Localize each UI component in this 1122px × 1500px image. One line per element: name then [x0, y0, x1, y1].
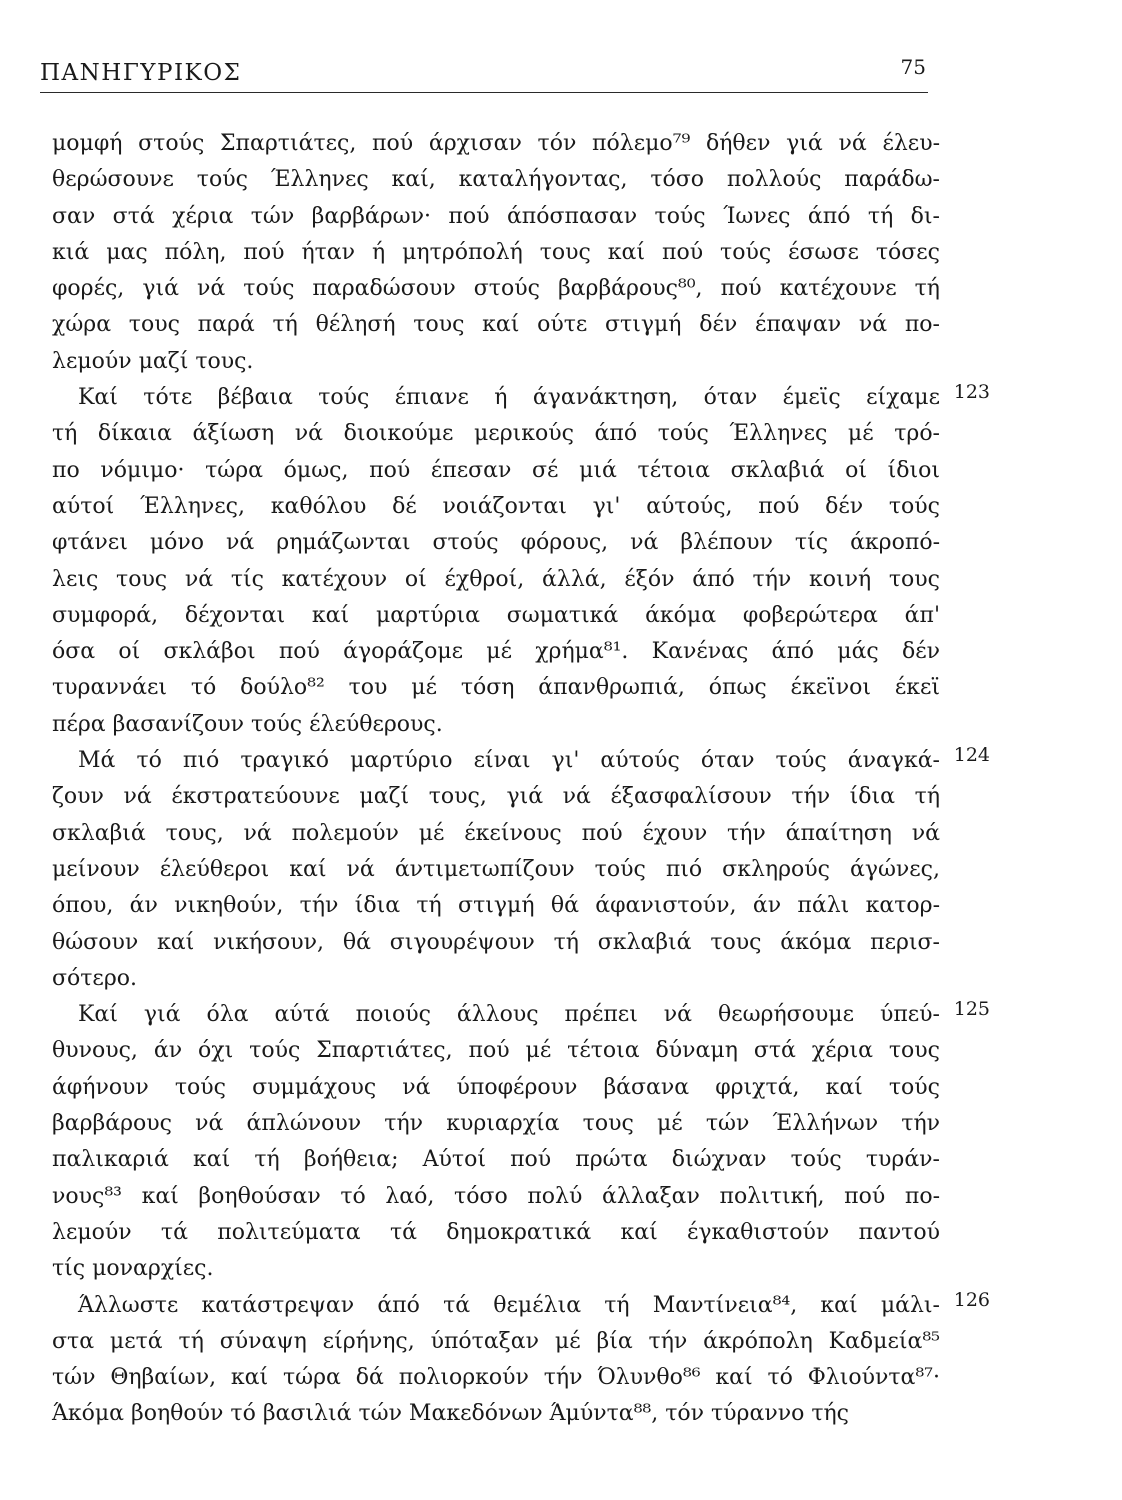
line-text: μείνουν έλεύθεροι καί νά άντιμετωπίζουν τούς πιό σκληρούς άγώνες, — [52, 856, 940, 882]
text-line — [52, 925, 940, 961]
section-number: 126 — [953, 1288, 990, 1311]
line-text: σότερο. — [52, 965, 138, 991]
text-line — [52, 271, 940, 307]
text-line — [52, 598, 940, 634]
line-text: θώσουν καί νικήσουν, θά σιγουρέψουν τή σκλαβιά τους άκόμα περισ- — [52, 929, 940, 955]
line-text: τίς μοναρχίες. — [52, 1256, 214, 1282]
line-text: πο νόμιμο· τώρα όμως, πού έπεσαν σέ μιά τέτοια σκλαβιά οί ίδιοι — [52, 457, 940, 483]
section-number: 125 — [953, 998, 990, 1021]
line-text: τή δίκαια άξίωση νά διοικούμε μερικούς άπό τούς Έλληνες μέ τρό- — [52, 421, 940, 447]
line-text: χώρα τους παρά τή θέλησή τους καί ούτε στιγμή δέν έπαψαν νά πο- — [52, 312, 940, 338]
line-text: Καί τότε βέβαια τούς έπιανε ή άγανάκτηση, όταν έμεϊς είχαμε — [78, 385, 940, 411]
line-text: στα μετά τή σύναψη είρήνης, ύπόταξαν μέ βία τήν άκρόπολη Καδμεία⁸⁵ — [52, 1328, 940, 1354]
body-text — [52, 126, 990, 1433]
text-line — [52, 525, 940, 561]
line-text: κιά μας πόλη, πού ήταν ή μητρόπολή τους καί πού τούς έσωσε τόσες — [52, 239, 940, 265]
text-line — [52, 1215, 940, 1251]
page-header — [40, 52, 928, 93]
text-line — [52, 634, 940, 670]
text-line — [52, 779, 940, 815]
text-line — [52, 997, 990, 1033]
line-text: ζουν νά έκστρατεύουνε μαζί τους, γιά νά έξασφαλίσουν τήν ίδια τή — [52, 784, 940, 810]
running-title: ΠΑΝΗΓΥΡΙΚΟΣ — [40, 60, 242, 86]
paragraph — [52, 997, 990, 1287]
line-text: όσα οί σκλάβοι πού άγοράζομε μέ χρήμα⁸¹. Κανένας άπό μάς δέν — [52, 639, 940, 665]
line-text: Άκόμα βοηθούν τό βασιλιά τών Μακεδόνων Άμύντα⁸⁸, τόν τύραννο τής — [52, 1401, 849, 1427]
text-line — [52, 416, 940, 452]
line-text: λεις τους νά τίς κατέχουν οί έχθροί, άλλά, έξόν άπό τήν κοινή τους — [52, 566, 940, 592]
text-line — [52, 670, 940, 706]
line-text: Μά τό πιό τραγικό μαρτύριο είναι γι' αύτούς όταν τούς άναγκά- — [78, 748, 940, 774]
text-line — [52, 562, 940, 598]
line-text: βαρβάρους νά άπλώνουν τήν κυριαρχία τους μέ τών Έλλήνων τήν — [52, 1111, 940, 1137]
line-text: θυνους, άν όχι τούς Σπαρτιάτες, πού μέ τέτοια δύναμη στά χέρια τους — [52, 1038, 940, 1064]
line-text: θερώσουνε τούς Έλληνες καί, καταλήγοντας, τόσο πολλούς παράδω- — [52, 167, 940, 193]
line-text: πέρα βασανίζουν τούς έλεύθερους. — [52, 711, 443, 737]
text-line — [52, 707, 940, 743]
text-line — [52, 1033, 940, 1069]
text-line — [52, 1360, 940, 1396]
line-text: φορές, γιά νά τούς παραδώσουν στούς βαρβάρους⁸⁰, πού κατέχουνε τή — [52, 276, 940, 302]
text-line — [52, 344, 940, 380]
text-line — [52, 1142, 940, 1178]
text-line — [52, 489, 940, 525]
text-line — [52, 852, 940, 888]
text-line — [52, 1396, 940, 1432]
text-line — [52, 453, 940, 489]
line-text: λεμούν τά πολιτεύματα τά δημοκρατικά καί έγκαθιστούν παντού — [52, 1219, 940, 1245]
text-line — [52, 888, 940, 924]
text-line — [52, 307, 940, 343]
text-line — [52, 743, 990, 779]
paragraph — [52, 743, 990, 997]
page-number: 75 — [900, 55, 926, 79]
text-line — [52, 1106, 940, 1142]
line-text: Άλλωστε κατάστρεψαν άπό τά θεμέλια τή Μαντίνεια⁸⁴, καί μάλι- — [78, 1292, 940, 1318]
line-text: νους⁸³ καί βοηθούσαν τό λαό, τόσο πολύ άλλαξαν πολιτική, πού πο- — [52, 1183, 940, 1209]
line-text: συμφορά, δέχονται καί μαρτύρια σωματικά άκόμα φοβερώτερα άπ' — [52, 602, 940, 628]
text-line — [52, 961, 940, 997]
line-text: τών Θηβαίων, καί τώρα δά πολιορκούν τήν Όλυνθο⁸⁶ καί τό Φλιούντα⁸⁷· — [52, 1365, 940, 1391]
line-text: σκλαβιά τους, νά πολεμούν μέ έκείνους πού έχουν τήν άπαίτηση νά — [52, 820, 940, 846]
line-text: λεμούν μαζί τους. — [52, 348, 254, 374]
line-text: τυραννάει τό δούλο⁸² του μέ τόση άπανθρωπιά, όπως έκεϊνοι έκεϊ — [52, 675, 940, 701]
line-text: φτάνει μόνο νά ρημάζωνται στούς φόρους, νά βλέπουν τίς άκροπό- — [52, 530, 940, 556]
section-number: 124 — [953, 744, 990, 767]
paragraph — [52, 380, 990, 743]
text-line — [52, 1251, 940, 1287]
text-line — [52, 1324, 940, 1360]
line-text: σαν στά χέρια τών βαρβάρων· πού άπόσπασαν τούς Ίωνες άπό τή δι- — [52, 203, 940, 229]
paragraph — [52, 126, 940, 380]
line-text: Καί γιά όλα αύτά ποιούς άλλους πρέπει νά θεωρήσουμε ύπεύ- — [78, 1002, 940, 1028]
line-text: αύτοί Έλληνες, καθόλου δέ νοιάζονται γι' αύτούς, πού δέν τούς — [52, 493, 940, 519]
text-line — [52, 380, 990, 416]
text-line — [52, 1179, 940, 1215]
text-line — [52, 162, 940, 198]
text-line — [52, 126, 940, 162]
paragraph — [52, 1288, 990, 1433]
text-line — [52, 235, 940, 271]
text-line — [52, 1288, 990, 1324]
text-line — [52, 1070, 940, 1106]
line-text: παλικαριά καί τή βοήθεια; Αύτοί πού πρώτα διώχναν τούς τυράν- — [52, 1147, 940, 1173]
text-line — [52, 816, 940, 852]
section-number: 123 — [953, 381, 990, 404]
line-text: άφήνουν τούς συμμάχους νά ύποφέρουν βάσανα φριχτά, καί τούς — [52, 1074, 940, 1100]
line-text: όπου, άν νικηθούν, τήν ίδια τή στιγμή θά άφανιστούν, άν πάλι κατορ- — [52, 893, 940, 919]
line-text: μομφή στούς Σπαρτιάτες, πού άρχισαν τόν πόλεμο⁷⁹ δήθεν γιά νά έλευ- — [52, 131, 940, 156]
text-line — [52, 199, 940, 235]
